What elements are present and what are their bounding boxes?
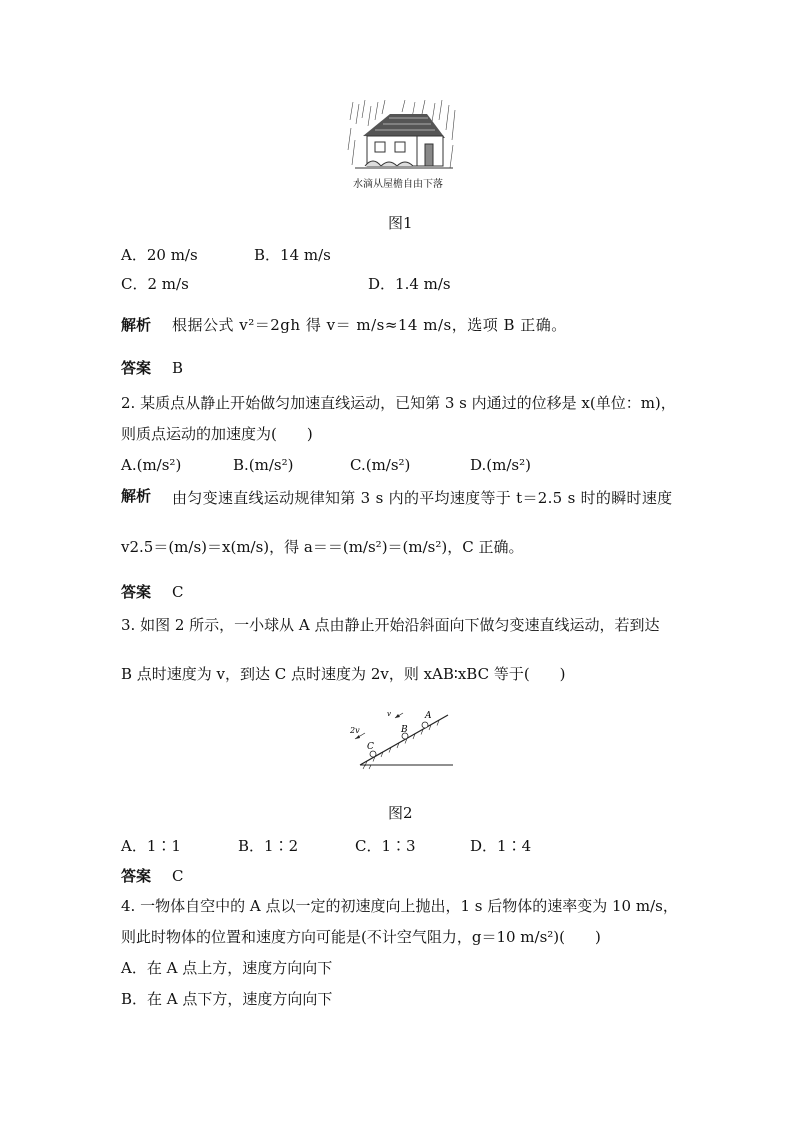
q2-stem-line2: 则质点运动的加速度为( ): [121, 425, 313, 443]
q3-answer-label: 答案: [121, 867, 152, 885]
fig2-label-c: C: [367, 742, 374, 752]
q3-option-a: A．1∶1: [121, 837, 181, 855]
q2-stem-line1: 2. 某质点从静止开始做匀加速直线运动，已知第 3 s 内通过的位移是 x(单位：m)，: [121, 394, 676, 412]
q3-answer-value: C: [172, 867, 184, 885]
q2-option-c: C.(m/s²): [350, 456, 411, 474]
q1-analysis-label: 解析: [121, 316, 152, 334]
q3-option-d: D．1∶4: [470, 837, 532, 855]
q2-answer-value: C: [172, 583, 184, 601]
figure-1-inner-caption: 水滴从屋檐自由下落: [353, 179, 443, 190]
q2-analysis-line1: 由匀变速直线运动规律知第 3 s 内的平均速度等于 t＝2.5 s 时的瞬时速度: [172, 489, 673, 507]
q1-answer-label: 答案: [121, 359, 152, 377]
q2-option-b: B.(m/s²): [233, 456, 294, 474]
q1-option-a: A．20 m/s: [121, 246, 198, 264]
q3-option-b: B．1∶2: [238, 837, 299, 855]
q1-analysis-text: 根据公式 v²＝2gh 得 v＝ m/s≈14 m/s，选项 B 正确。: [172, 316, 567, 334]
q1-option-b: B．14 m/s: [254, 246, 331, 264]
q2-analysis-line2: v2.5＝(m/s)＝x(m/s)，得 a＝＝(m/s²)＝(m/s²)，C 正确。: [121, 538, 524, 556]
q2-answer-label: 答案: [121, 583, 152, 601]
fig2-label-a: A: [425, 711, 432, 721]
q4-option-b: B．在 A 点下方，速度方向向下: [121, 990, 333, 1008]
q3-stem-line1: 3. 如图 2 所示，一小球从 A 点由静止开始沿斜面向下做匀变速直线运动，若到达: [121, 616, 660, 634]
figure-2: [345, 705, 455, 770]
q4-stem-line1: 4. 一物体自空中的 A 点以一定的初速度向上抛出，1 s 后物体的速率变为 10 m/s，: [121, 897, 678, 915]
figure-2-caption: 图2: [388, 804, 413, 822]
fig2-label-v: v: [387, 710, 391, 718]
q1-option-d: D．1.4 m/s: [368, 275, 451, 293]
q1-option-c: C．2 m/s: [121, 275, 189, 293]
figure-1-caption: 图1: [388, 214, 413, 232]
incline-diagram: [345, 705, 455, 770]
fig2-label-b: B: [401, 725, 408, 735]
q4-option-a: A．在 A 点上方，速度方向向下: [121, 959, 333, 977]
q2-option-d: D.(m/s²): [470, 456, 531, 474]
q1-answer-value: B: [172, 359, 184, 377]
q4-stem-line2: 则此时物体的位置和速度方向可能是(不计空气阻力，g＝10 m/s²)( ): [121, 928, 601, 946]
q3-option-c: C．1∶3: [355, 837, 416, 855]
q3-stem-line2: B 点时速度为 v，到达 C 点时速度为 2v，则 xAB∶xBC 等于( ): [121, 665, 566, 683]
fig2-label-2v: 2v: [350, 726, 360, 735]
q2-analysis-label: 解析: [121, 487, 152, 505]
q2-option-a: A.(m/s²): [121, 456, 182, 474]
